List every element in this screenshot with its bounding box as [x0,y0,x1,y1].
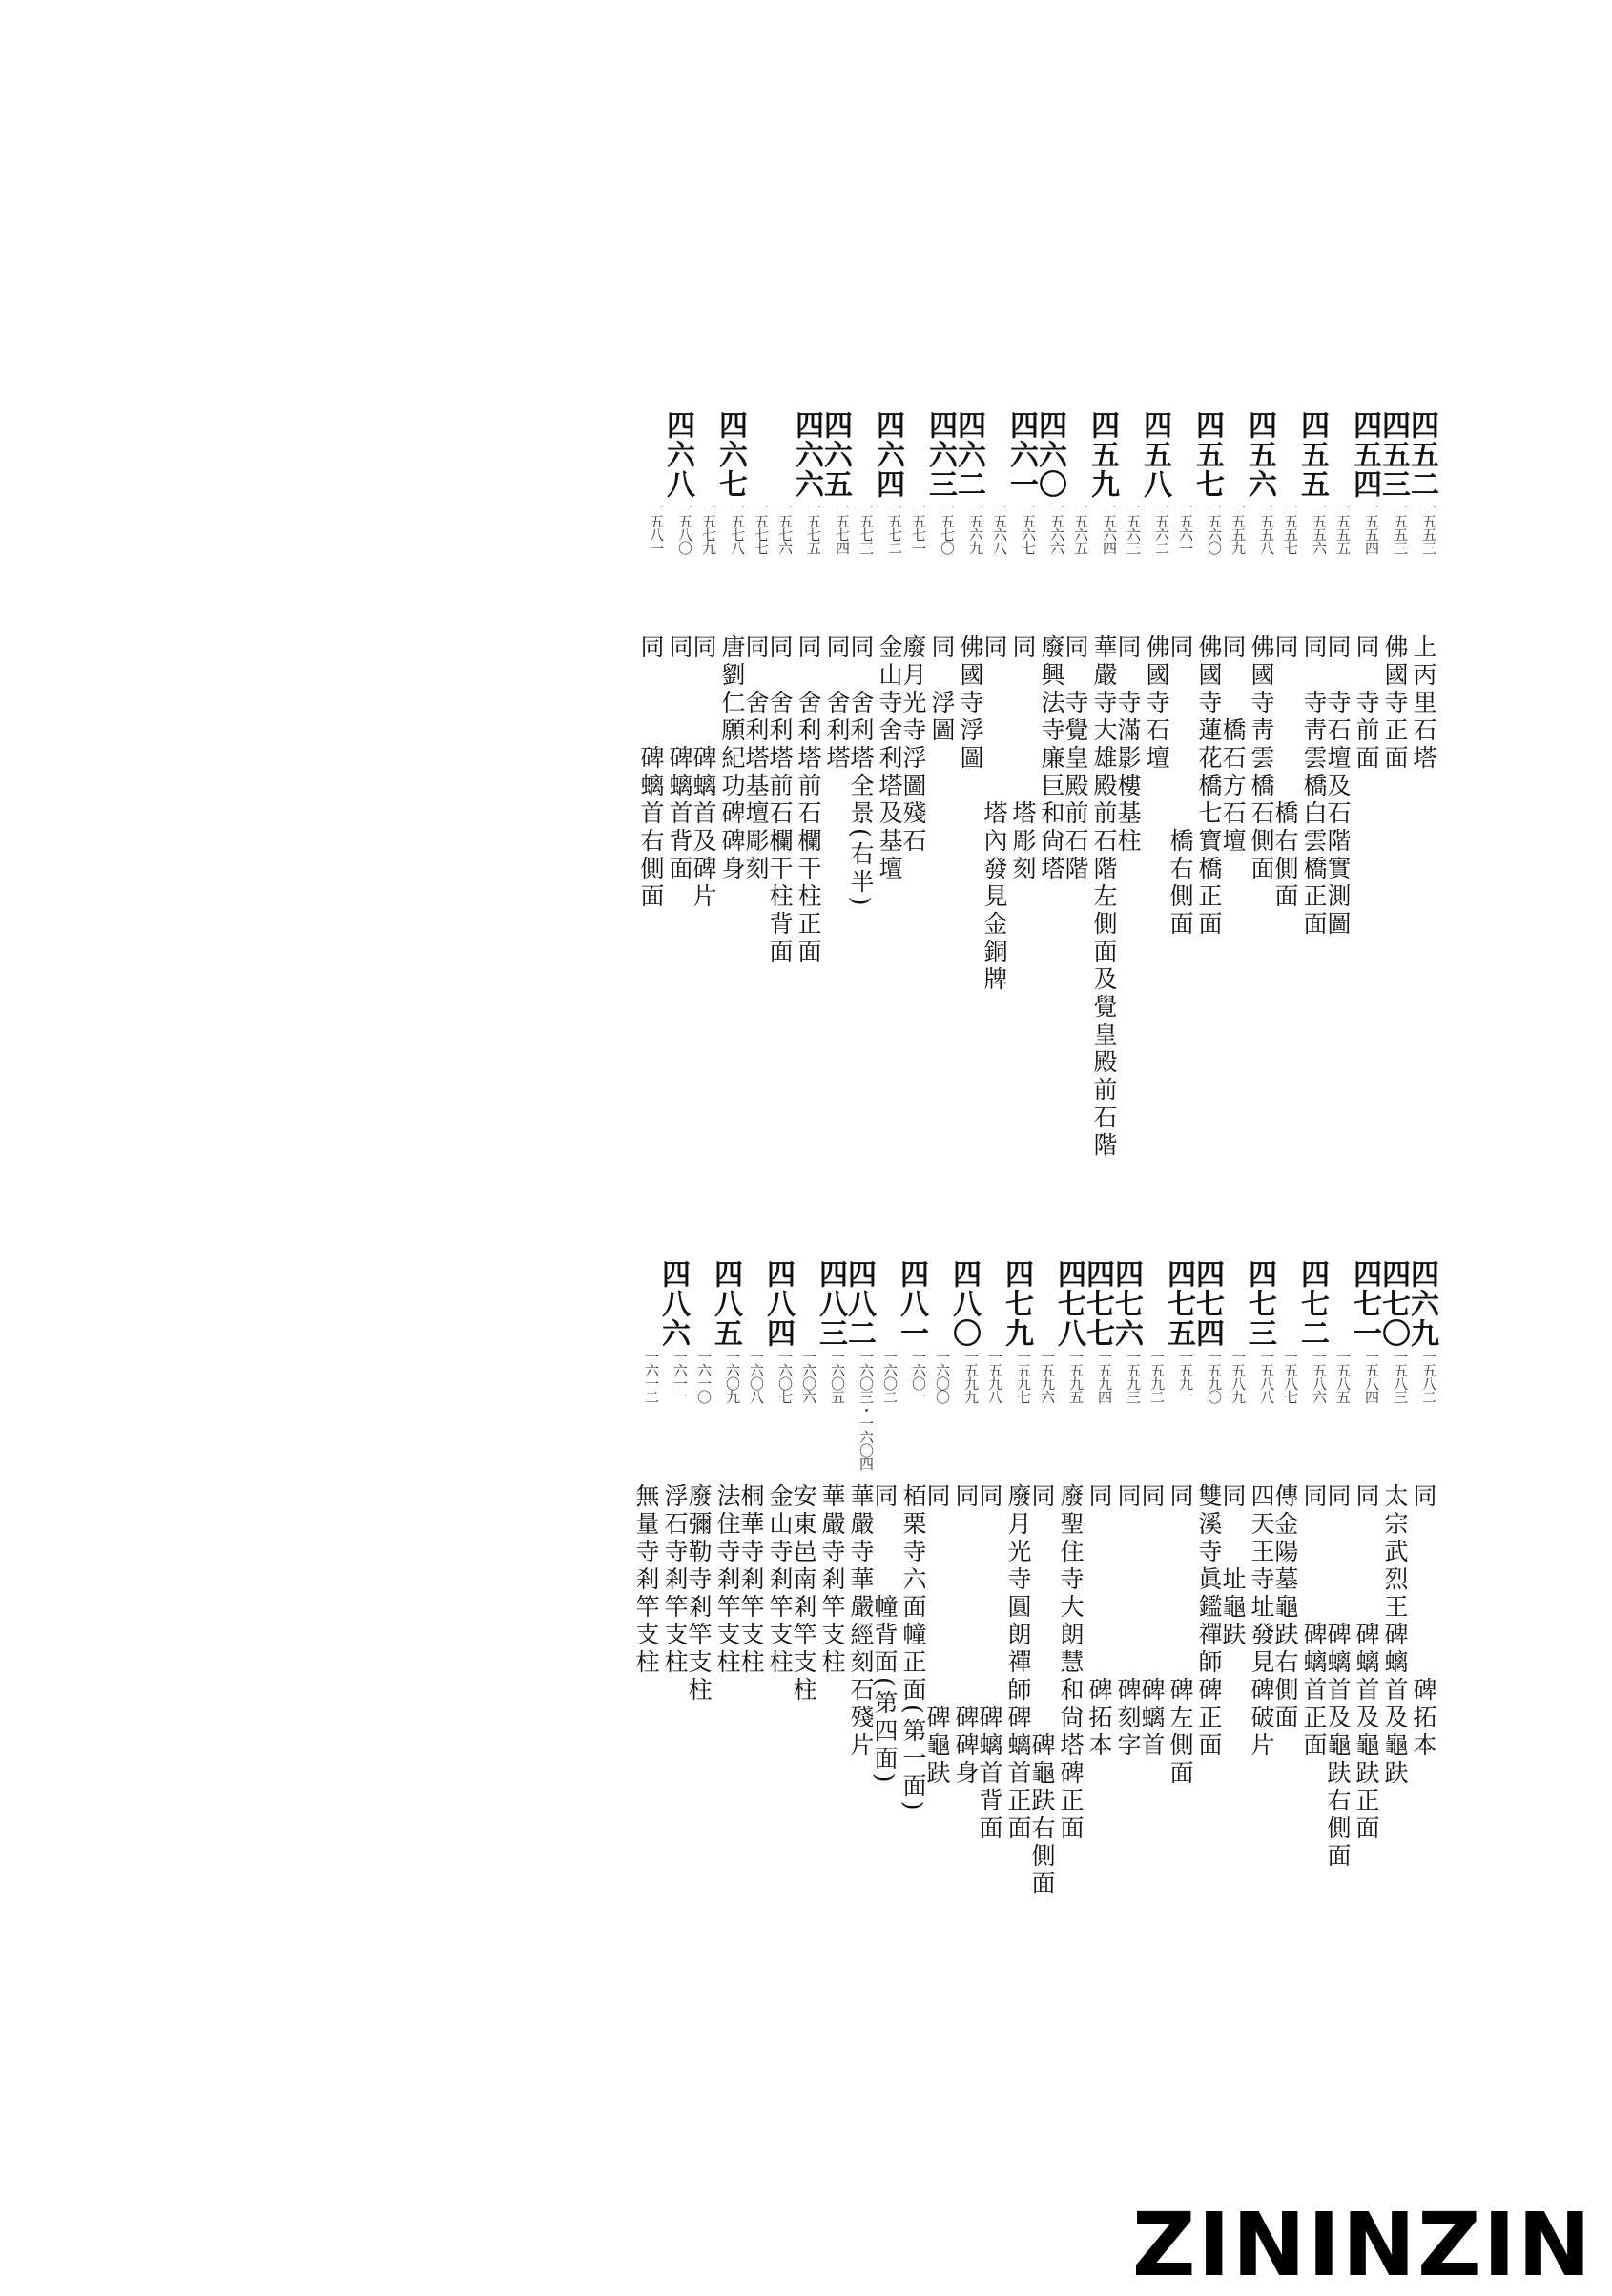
figure-number: 一五八四 [1363,1350,1380,1403]
entry-caption: 同 碑碑身 [952,1483,980,1788]
entry-caption: 佛國寺正面 [1381,634,1409,773]
index-entry [1407,410,1436,1202]
index-entry [1190,410,1224,1202]
index-entry [761,1259,795,1984]
entry-caption: 華嚴寺大雄殿前石階左側面及覺皇殿前石階 [1090,634,1118,1160]
entry-caption: 同 橋右側面 [1167,634,1194,939]
index-entry [1109,1259,1143,1984]
entry-caption: 佛國寺石壇 [1143,634,1170,773]
entry-caption: 上丙里石塔 [1410,634,1437,773]
figure-number: 一六一二 [643,1350,660,1403]
index-entry [663,410,692,1202]
entry-caption: 廢彌勒寺剎竿支柱 [685,1483,713,1705]
figure-number: 一五七六 [776,501,794,554]
entry-caption: 同 橋石方石壇 [1219,634,1247,856]
index-entry [1407,1259,1436,1984]
figure-number: 一五九五 [1067,1350,1085,1403]
entry-caption: 同 寺前面 [1353,634,1380,773]
plate-number: 四六一 [1004,410,1038,499]
index-entry [1081,1259,1114,1984]
index-entry [849,410,873,1202]
figure-number: 一六〇五 [829,1350,846,1403]
figure-number: 一五六七 [1020,501,1037,554]
entry-caption: 華嚴寺華嚴經刻石殘片 [847,1483,875,1760]
entry-caption: 同 寺覺皇殿前石階 [1062,634,1089,883]
figure-number: 一六〇八 [748,1350,765,1403]
figure-number: 一五六二 [1153,501,1170,554]
plate-number: 四七二 [1295,1259,1329,1348]
figure-number: 一五六一 [1177,501,1194,554]
figure-number: 一五八一 [648,501,665,554]
plate-number: 四五九 [1085,410,1119,499]
figure-number: 一五五五 [1334,501,1352,554]
index-entry [1348,410,1381,1202]
figure-number: 一五七五 [805,501,822,554]
index-entry [873,1259,897,1984]
index-entry [1030,1259,1054,1984]
figure-number: 一五七八 [729,501,746,554]
figure-number: 一五七二 [886,501,903,554]
index-entry [1295,410,1329,1202]
index-entry [1054,1259,1083,1984]
index-entry [952,410,985,1202]
index-entry [1000,1259,1033,1984]
plate-number: 四八六 [656,1259,690,1348]
plate-number: 四八二 [842,1259,876,1348]
entry-caption: 桐華寺剎竿支柱 [737,1483,765,1677]
index-entry [1168,410,1192,1202]
index-entry [1243,410,1276,1202]
index-entry [792,1259,816,1984]
index-entry [790,410,823,1202]
entry-caption: 同 舍利塔 [823,634,851,773]
index-entry [895,1259,928,1984]
index-entry [947,1259,981,1984]
figure-number: 一五六三 [1125,501,1142,554]
plate-number: 四六六 [790,410,823,499]
entry-caption: 廢聖住寺大朗慧和尙塔碑正面 [1057,1483,1085,1843]
index-entry [1326,410,1350,1202]
index-entry [901,410,925,1202]
figure-number: 一五八七 [1282,1350,1299,1403]
figure-number: 一五六五 [1072,501,1089,554]
index-entry [1116,410,1140,1202]
figure-number: 一五五六 [1311,501,1328,554]
plate-number: 四六七 [713,410,747,499]
entry-caption: 金山寺剎竿支柱 [766,1483,794,1677]
entry-caption: 同 舍利塔前石欄干柱背面 [766,634,794,966]
index-entry [687,1259,711,1984]
entry-caption: 同 碑螭首正面 [1300,1483,1328,1760]
index-entry [1295,1259,1329,1984]
index-entry [1273,410,1297,1202]
index-entry [1190,1259,1224,1984]
plate-number: 四七三 [1243,1259,1276,1348]
figure-number: 一五六八 [991,501,1008,554]
entry-caption: 華嚴寺剎竿支柱 [818,1483,846,1677]
index-entry [1376,410,1410,1202]
plate-number: 四六二 [952,410,985,499]
entry-caption: 同 塔彫刻 [1009,634,1037,883]
plate-number: 四六四 [871,410,904,499]
index-entry [1273,1259,1297,1984]
index-entry [1140,1259,1164,1984]
entry-caption: 同 寺石壇及石階實測圖 [1324,634,1352,939]
figure-number: 一五五三 [1392,501,1409,554]
index-entry [818,410,852,1202]
entry-caption: 同 址龜趺 [1219,1483,1247,1649]
index-entry [1243,1259,1276,1984]
figure-number: 一五九四 [1096,1350,1113,1403]
figure-number: 一五九九 [962,1350,980,1403]
entry-caption: 同 碑刻字 [1114,1483,1142,1760]
entry-caption: 四天王寺址發見碑破片 [1248,1483,1275,1760]
index-entry [639,410,663,1202]
entry-caption: 同 碑螭首及龜趺右側面 [1324,1483,1352,1871]
entry-caption: 同 碑螭首 [1138,1483,1166,1760]
plate-number: 四八一 [895,1259,928,1348]
entry-caption: 廢月光寺浮圖殘石 [899,634,927,856]
figure-number: 一五八八 [1258,1350,1275,1403]
index-entry [656,1259,690,1984]
index-entry [982,410,1006,1202]
figure-number: 一六〇七 [776,1350,794,1403]
plate-number: 四七四 [1190,1259,1224,1348]
figure-number: 一五五四 [1363,501,1380,554]
figure-number: 一五八九 [1230,1350,1247,1403]
entry-caption: 同 碑龜趺 [923,1483,951,1788]
plate-number: 四八三 [814,1259,847,1348]
entry-caption: 佛國寺浮圖 [957,634,984,773]
entry-caption: 同 碑螭首背面 [976,1483,1003,1843]
entry-caption: 廢興法寺廉巨和尙塔 [1038,634,1065,883]
index-entry [1162,1259,1195,1984]
plate-number: 四七六 [1109,1259,1143,1348]
entry-caption: 同 碑螭首背面 [666,634,693,883]
figure-number: 一五五三 [1420,501,1437,554]
plate-number: 四五五 [1295,410,1329,499]
plate-number: 四六九 [1405,1259,1438,1348]
figure-number: 一六一〇 [695,1350,713,1403]
figure-number: 一五五九 [1230,501,1247,554]
entry-caption: 傳金陽墓龜趺右側面 [1271,1483,1299,1732]
figure-number: 一五九二 [1148,1350,1166,1403]
figure-number: 一五九七 [1015,1350,1032,1403]
plate-number: 四五八 [1138,410,1171,499]
entry-caption: 栢栗寺六面幢正面(第一面) [899,1483,927,1814]
plate-number: 四八〇 [947,1259,981,1348]
figure-number: 一六一一 [672,1350,689,1403]
entry-caption: 唐劉仁願紀功碑碑身 [718,634,746,883]
index-entry [1221,1259,1245,1984]
figure-number: 一五七九 [700,501,717,554]
index-entry [1064,410,1087,1202]
plate-number: 四七一 [1348,1259,1381,1348]
figure-number: 一五六九 [967,501,984,554]
index-entry [1004,410,1038,1202]
figure-number: 一五九一 [1177,1350,1194,1403]
index-entry [923,410,957,1202]
index-entry [1138,410,1171,1202]
index-entry [1326,1259,1350,1984]
figure-number: 一五七〇 [939,501,956,554]
entry-caption: 同 碑拓本 [1410,1483,1437,1760]
figure-number: 一五八二 [1420,1350,1437,1403]
plate-number: 四八四 [761,1259,795,1348]
index-block-top [138,410,1436,1202]
figure-number: 一五六四 [1101,501,1118,554]
figure-number: 一五八〇 [676,501,693,554]
plate-number: 四六八 [661,410,694,499]
entry-caption: 同 塔內發見金銅牌 [981,634,1008,994]
index-entry [739,1259,763,1984]
entry-caption: 同 幢背面(第四面) [871,1483,899,1787]
figure-number: 一五六六 [1048,501,1065,554]
figure-number: 一五七四 [834,501,851,554]
figure-number: 一五七三 [858,501,875,554]
entry-caption: 同 舍利塔基壇彫刻 [742,634,770,883]
figure-number: 一五九八 [986,1350,1003,1403]
entry-caption: 同 舍利塔全景(右半) [847,634,875,910]
index-entry [925,1259,949,1984]
entry-caption: 浮石寺剎竿支柱 [661,1483,689,1677]
entry-caption: 法住寺剎竿支柱 [713,1483,741,1677]
plate-number: 四五三 [1376,410,1410,499]
figure-number: 一五七七 [753,501,770,554]
index-entry [634,1259,658,1984]
entry-caption: 佛國寺靑雲橋石側面 [1248,634,1275,883]
entry-caption: 金山寺舍利塔及基壇 [876,634,903,883]
entry-caption: 同 碑左側面 [1167,1483,1194,1788]
plate-number: 四五七 [1190,410,1224,499]
figure-number: 一六〇二 [881,1350,899,1403]
index-entry [709,1259,742,1984]
index-entry [692,410,715,1202]
entry-caption: 安東邑南剎竿支柱 [790,1483,817,1705]
index-entry [744,410,768,1202]
figure-number: 一五八三 [1392,1350,1409,1403]
entry-caption: 同 浮圖 [928,634,956,745]
entry-caption: 廢月光寺圓朗禪師碑螭首正面 [1004,1483,1032,1843]
figure-number: 一六〇六 [800,1350,817,1403]
figure-number: 一六〇三・一六〇四 [858,1350,875,1470]
plate-number: 四五二 [1405,410,1438,499]
index-entry [713,410,747,1202]
index-entry [871,410,904,1202]
figure-number: 一六〇一 [910,1350,927,1403]
entry-caption: 佛國寺蓮花橋七寶橋正面 [1195,634,1223,939]
plate-number: 四五六 [1243,410,1276,499]
plate-number: 四六三 [923,410,957,499]
figure-number: 一五七一 [910,501,927,554]
index-entry [1085,410,1119,1202]
plate-number: 四六五 [818,410,852,499]
figure-number: 一五九三 [1125,1350,1142,1403]
brand-logo: ZININZIN [1131,2194,1593,2296]
entry-caption: 同 碑螭首右側面 [637,634,665,911]
plate-number: 四六〇 [1033,410,1066,499]
plate-number: 四八五 [709,1259,742,1348]
plate-number: 四五四 [1348,410,1381,499]
entry-caption: 太宗武烈王碑螭首及龜趺 [1381,1483,1409,1788]
plate-number: 四七九 [1000,1259,1033,1348]
figure-number: 一五九六 [1039,1350,1056,1403]
figure-number: 一六〇九 [724,1350,741,1403]
entry-caption: 同 碑龜趺右側面 [1028,1483,1056,1898]
entry-caption: 同 舍利塔前石欄干柱正面 [795,634,822,966]
index-entry [978,1259,1002,1984]
plate-number: 四七八 [1052,1259,1085,1348]
figure-number: 一六〇〇 [934,1350,951,1403]
index-entry [814,1259,847,1984]
entry-caption: 同 碑螭首及龜趺正面 [1353,1483,1380,1843]
entry-caption: 同 寺靑雲橋白雲橋正面 [1300,634,1328,939]
entry-caption: 同 碑螭首及碑片 [690,634,717,911]
index-entry [768,410,792,1202]
figure-number: 一五八六 [1311,1350,1328,1403]
figure-number: 一五八五 [1334,1350,1352,1403]
entry-caption: 無量寺剎竿支柱 [632,1483,660,1677]
index-entry [1348,1259,1381,1984]
index-entry [1221,410,1245,1202]
figure-number: 一五六〇 [1206,501,1223,554]
index-entry [842,1259,876,1984]
entry-caption: 同 碑拓本 [1085,1483,1113,1760]
entry-caption: 雙溪寺眞鑑禪師碑正面 [1195,1483,1223,1760]
figure-number: 一五五七 [1282,501,1299,554]
figure-number: 一五五八 [1258,501,1275,554]
entry-caption: 同 橋右側面 [1271,634,1299,911]
index-entry [1035,410,1064,1202]
plate-number: 四七〇 [1376,1259,1410,1348]
figure-number: 一五九〇 [1206,1350,1223,1403]
entry-caption: 同 寺滿影樓基柱 [1114,634,1142,856]
plate-number: 四七五 [1162,1259,1195,1348]
plate-number: 四七七 [1081,1259,1114,1348]
index-entry [1376,1259,1410,1984]
index-block-bottom [138,1259,1436,1984]
